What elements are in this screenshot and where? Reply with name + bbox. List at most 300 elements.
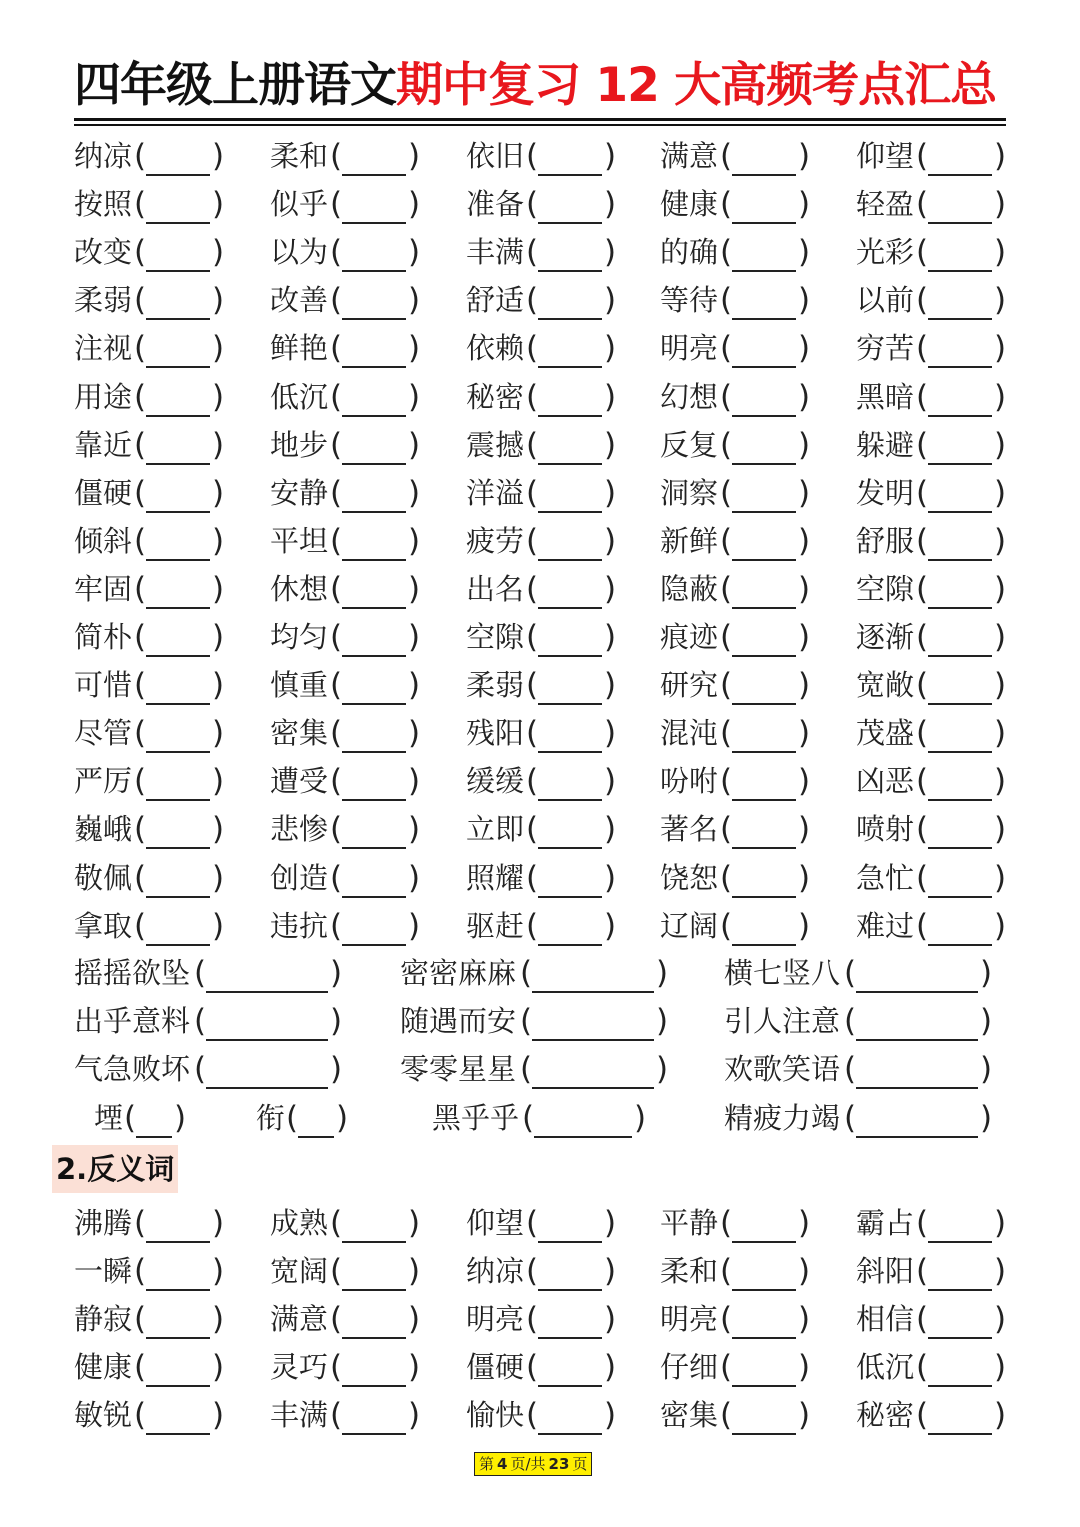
antonym-item-answer-blank[interactable] xyxy=(732,1385,796,1387)
synonym-item-answer-blank[interactable] xyxy=(342,222,406,224)
mixed-item-answer-blank[interactable] xyxy=(534,1136,632,1138)
title-underline-thin xyxy=(74,124,1006,126)
antonym-item-open-paren: ( xyxy=(720,1397,733,1434)
antonym-item-answer-blank[interactable] xyxy=(146,1289,210,1291)
synonym-item-word: 违抗 xyxy=(270,908,329,943)
antonym-item-word: 明亮 xyxy=(660,1302,719,1337)
mixed-item-close-paren: ) xyxy=(980,1100,993,1136)
antonym-item-answer-blank[interactable] xyxy=(342,1337,406,1339)
synonym-row xyxy=(74,615,1014,663)
synonym-item-answer-blank[interactable] xyxy=(342,415,406,417)
synonym-item-word: 准备 xyxy=(466,187,525,222)
synonym-item-answer-blank[interactable] xyxy=(928,511,992,513)
antonym-item-answer-blank[interactable] xyxy=(146,1337,210,1339)
synonym-item-close-paren: ) xyxy=(604,282,617,319)
synonym-item-answer-blank[interactable] xyxy=(146,463,210,465)
synonym-item-answer-blank[interactable] xyxy=(342,511,406,513)
antonym-item-word: 沸腾 xyxy=(74,1206,133,1240)
synonym-item-open-paren: ( xyxy=(720,763,733,800)
synonym-item-answer-blank[interactable] xyxy=(342,703,406,705)
idiom-item-close-paren: ) xyxy=(330,955,343,991)
synonym-item-close-paren: ) xyxy=(798,715,811,752)
idiom-item-answer-blank[interactable] xyxy=(206,1039,328,1041)
synonym-item-close-paren: ) xyxy=(994,282,1007,319)
synonym-item-close-paren: ) xyxy=(798,859,811,896)
synonym-item-close-paren: ) xyxy=(408,667,421,704)
synonym-item-answer-blank[interactable] xyxy=(538,944,602,946)
antonym-item-answer-blank[interactable] xyxy=(342,1385,406,1387)
synonym-item-answer-blank[interactable] xyxy=(342,366,406,368)
synonym-item-answer-blank[interactable] xyxy=(146,366,210,368)
synonym-item-answer-blank[interactable] xyxy=(732,559,796,561)
synonym-item-open-paren: ( xyxy=(720,667,733,704)
synonym-item-open-paren: ( xyxy=(330,138,343,174)
antonym-item-close-paren: ) xyxy=(994,1397,1007,1434)
synonym-row xyxy=(74,471,1014,519)
antonym-item-answer-blank[interactable] xyxy=(538,1433,602,1435)
synonym-item-answer-blank[interactable] xyxy=(732,751,796,753)
synonym-item-open-paren: ( xyxy=(720,715,733,752)
synonym-item-open-paren: ( xyxy=(134,907,147,944)
antonym-row xyxy=(74,1393,1014,1441)
synonym-item-answer-blank[interactable] xyxy=(928,318,992,320)
synonym-item-answer-blank[interactable] xyxy=(146,607,210,609)
synonym-item-answer-blank[interactable] xyxy=(342,896,406,898)
synonym-row xyxy=(74,278,1014,326)
synonym-item-open-paren: ( xyxy=(330,570,343,607)
synonym-item-answer-blank[interactable] xyxy=(146,751,210,753)
idiom-item-answer-blank[interactable] xyxy=(856,991,978,993)
antonym-item-answer-blank[interactable] xyxy=(732,1433,796,1435)
synonym-item-answer-blank[interactable] xyxy=(342,944,406,946)
antonym-item-open-paren: ( xyxy=(916,1205,929,1241)
idiom-item-open-paren: ( xyxy=(194,1051,207,1087)
synonym-item-close-paren: ) xyxy=(798,282,811,319)
synonym-item-close-paren: ) xyxy=(994,426,1007,463)
synonym-item-close-paren: ) xyxy=(994,859,1007,896)
synonym-item-answer-blank[interactable] xyxy=(146,415,210,417)
synonym-item-answer-blank[interactable] xyxy=(538,222,602,224)
synonym-item-word: 舒适 xyxy=(466,283,525,318)
synonym-item-answer-blank[interactable] xyxy=(928,559,992,561)
antonym-item-answer-blank[interactable] xyxy=(928,1241,992,1243)
antonym-item-open-paren: ( xyxy=(134,1397,147,1434)
synonym-item-answer-blank[interactable] xyxy=(146,703,210,705)
idiom-item-open-paren: ( xyxy=(844,1003,857,1039)
mixed-item-answer-blank[interactable] xyxy=(298,1136,334,1138)
antonym-item-word: 明亮 xyxy=(466,1302,525,1337)
synonym-item-answer-blank[interactable] xyxy=(538,415,602,417)
synonym-item-answer-blank[interactable] xyxy=(732,366,796,368)
synonym-item-answer-blank[interactable] xyxy=(538,847,602,849)
synonym-item-close-paren: ) xyxy=(994,907,1007,944)
antonym-item-answer-blank[interactable] xyxy=(538,1385,602,1387)
synonym-item-answer-blank[interactable] xyxy=(342,174,406,176)
synonym-item-open-paren: ( xyxy=(330,378,343,415)
synonym-row xyxy=(74,711,1014,759)
synonym-item-answer-blank[interactable] xyxy=(146,655,210,657)
synonym-item-word: 秘密 xyxy=(466,379,525,414)
synonym-item-close-paren: ) xyxy=(798,138,811,174)
idiom-item-answer-blank[interactable] xyxy=(856,1039,978,1041)
synonym-item-answer-blank[interactable] xyxy=(732,607,796,609)
antonym-item-open-paren: ( xyxy=(134,1205,147,1241)
idiom-item-answer-blank[interactable] xyxy=(532,991,654,993)
mixed-item-answer-blank[interactable] xyxy=(136,1136,172,1138)
synonym-item-word: 低沉 xyxy=(270,379,329,414)
synonym-item-close-paren: ) xyxy=(212,859,225,896)
synonym-item-word: 逐渐 xyxy=(856,620,915,654)
synonym-item-word: 休想 xyxy=(270,571,329,606)
idiom-item-answer-blank[interactable] xyxy=(856,1087,978,1089)
synonym-item-word: 以前 xyxy=(856,283,915,318)
synonym-row xyxy=(74,134,1014,182)
synonym-row xyxy=(74,326,1014,374)
antonym-item-answer-blank[interactable] xyxy=(732,1241,796,1243)
synonym-item-answer-blank[interactable] xyxy=(342,847,406,849)
idiom-item-open-paren: ( xyxy=(844,1051,857,1087)
synonym-item-word: 痕迹 xyxy=(660,620,719,654)
idiom-item-close-paren: ) xyxy=(656,1051,669,1087)
synonym-item-close-paren: ) xyxy=(604,715,617,752)
synonym-item-answer-blank[interactable] xyxy=(146,222,210,224)
antonym-item-open-paren: ( xyxy=(526,1397,539,1434)
synonym-item-close-paren: ) xyxy=(408,426,421,463)
synonym-item-word: 著名 xyxy=(660,812,719,847)
synonym-item-word: 缓缓 xyxy=(466,764,525,799)
synonym-item-answer-blank[interactable] xyxy=(732,703,796,705)
antonym-item-close-paren: ) xyxy=(212,1253,225,1290)
synonym-item-answer-blank[interactable] xyxy=(732,222,796,224)
synonym-item-close-paren: ) xyxy=(798,474,811,511)
synonym-item-open-paren: ( xyxy=(330,763,343,800)
synonym-item-word: 满意 xyxy=(660,139,719,173)
synonym-item-answer-blank[interactable] xyxy=(538,655,602,657)
antonym-item-open-paren: ( xyxy=(526,1253,539,1290)
synonym-row xyxy=(74,423,1014,471)
synonym-item-open-paren: ( xyxy=(134,570,147,607)
idiom-item-word: 零零星星 xyxy=(400,1052,517,1086)
synonym-item-answer-blank[interactable] xyxy=(342,799,406,801)
antonym-item-answer-blank[interactable] xyxy=(538,1337,602,1339)
synonym-item-open-paren: ( xyxy=(916,186,929,223)
synonym-item-answer-blank[interactable] xyxy=(732,655,796,657)
synonym-item-answer-blank[interactable] xyxy=(146,847,210,849)
synonym-item-answer-blank[interactable] xyxy=(732,944,796,946)
synonym-item-open-paren: ( xyxy=(916,907,929,944)
idiom-item-word: 引人注意 xyxy=(724,1004,841,1038)
antonym-item-open-paren: ( xyxy=(134,1349,147,1386)
synonym-item-close-paren: ) xyxy=(994,667,1007,704)
antonym-item-open-paren: ( xyxy=(330,1397,343,1434)
synonym-item-open-paren: ( xyxy=(330,330,343,367)
antonym-item-answer-blank[interactable] xyxy=(928,1385,992,1387)
synonym-item-answer-blank[interactable] xyxy=(732,511,796,513)
antonym-item-answer-blank[interactable] xyxy=(732,1337,796,1339)
synonym-item-answer-blank[interactable] xyxy=(146,559,210,561)
synonym-item-close-paren: ) xyxy=(408,138,421,174)
idiom-item-close-paren: ) xyxy=(980,1051,993,1087)
synonym-item-open-paren: ( xyxy=(330,811,343,848)
synonym-item-close-paren: ) xyxy=(212,715,225,752)
synonym-item-answer-blank[interactable] xyxy=(538,559,602,561)
synonym-row xyxy=(74,567,1014,615)
idiom-item-answer-blank[interactable] xyxy=(206,1087,328,1089)
mixed-item-word: 堙 xyxy=(94,1101,124,1135)
synonym-item-answer-blank[interactable] xyxy=(342,270,406,272)
synonym-item-answer-blank[interactable] xyxy=(732,318,796,320)
synonym-item-close-paren: ) xyxy=(408,474,421,511)
synonym-item-word: 轻盈 xyxy=(856,187,915,222)
synonym-item-answer-blank[interactable] xyxy=(342,463,406,465)
idiom-item-close-paren: ) xyxy=(980,1003,993,1039)
synonym-item-close-paren: ) xyxy=(798,667,811,704)
antonym-row xyxy=(74,1249,1014,1297)
synonym-item-open-paren: ( xyxy=(720,570,733,607)
synonym-item-answer-blank[interactable] xyxy=(146,318,210,320)
footer-suffix: 页 xyxy=(572,1455,588,1473)
synonym-item-answer-blank[interactable] xyxy=(928,174,992,176)
antonym-item-close-paren: ) xyxy=(408,1253,421,1290)
antonym-item-word: 低沉 xyxy=(856,1350,915,1385)
synonym-item-close-paren: ) xyxy=(212,667,225,704)
synonym-item-open-paren: ( xyxy=(526,715,539,752)
synonym-item-open-paren: ( xyxy=(720,138,733,174)
antonym-item-open-paren: ( xyxy=(916,1397,929,1434)
mixed-item-answer-blank[interactable] xyxy=(856,1136,978,1138)
synonym-item-answer-blank[interactable] xyxy=(732,799,796,801)
antonym-item-answer-blank[interactable] xyxy=(928,1289,992,1291)
idiom-item-word: 随遇而安 xyxy=(400,1004,517,1038)
synonym-item-open-paren: ( xyxy=(916,667,929,704)
antonym-item-answer-blank[interactable] xyxy=(342,1433,406,1435)
synonym-item-answer-blank[interactable] xyxy=(732,847,796,849)
antonym-item-answer-blank[interactable] xyxy=(538,1241,602,1243)
synonym-item-word: 牢固 xyxy=(74,571,133,606)
synonym-item-answer-blank[interactable] xyxy=(538,703,602,705)
synonym-item-close-paren: ) xyxy=(212,234,225,271)
idiom-item-answer-blank[interactable] xyxy=(206,991,328,993)
antonym-item-answer-blank[interactable] xyxy=(928,1433,992,1435)
synonym-item-close-paren: ) xyxy=(994,570,1007,607)
antonym-item-word: 秘密 xyxy=(856,1398,915,1433)
synonym-item-answer-blank[interactable] xyxy=(146,511,210,513)
synonym-item-answer-blank[interactable] xyxy=(146,270,210,272)
mixed-item-word: 衔 xyxy=(256,1101,286,1135)
synonym-item-word: 隐蔽 xyxy=(660,571,719,606)
synonym-item-answer-blank[interactable] xyxy=(928,222,992,224)
synonym-item-open-paren: ( xyxy=(720,426,733,463)
synonym-item-answer-blank[interactable] xyxy=(538,751,602,753)
synonym-item-close-paren: ) xyxy=(604,619,617,655)
synonym-item-word: 均匀 xyxy=(270,620,329,654)
title-underline-thick xyxy=(74,118,1006,121)
antonym-item-close-paren: ) xyxy=(212,1301,225,1338)
synonym-item-open-paren: ( xyxy=(330,907,343,944)
idiom-item-open-paren: ( xyxy=(520,955,533,991)
synonym-item-answer-blank[interactable] xyxy=(928,799,992,801)
synonym-item-answer-blank[interactable] xyxy=(342,559,406,561)
antonym-item-answer-blank[interactable] xyxy=(342,1241,406,1243)
synonym-item-answer-blank[interactable] xyxy=(538,270,602,272)
synonym-item-open-paren: ( xyxy=(526,859,539,896)
synonym-item-answer-blank[interactable] xyxy=(732,415,796,417)
antonym-item-answer-blank[interactable] xyxy=(732,1289,796,1291)
synonym-item-open-paren: ( xyxy=(720,234,733,271)
synonym-item-word: 洞察 xyxy=(660,475,719,510)
synonym-item-answer-blank[interactable] xyxy=(538,366,602,368)
antonym-item-open-paren: ( xyxy=(720,1253,733,1290)
synonym-item-word: 简朴 xyxy=(74,620,133,654)
antonym-item-word: 斜阳 xyxy=(856,1254,915,1289)
antonym-item-answer-blank[interactable] xyxy=(538,1289,602,1291)
synonym-item-word: 以为 xyxy=(270,235,329,270)
synonym-item-answer-blank[interactable] xyxy=(538,511,602,513)
antonym-item-answer-blank[interactable] xyxy=(146,1433,210,1435)
synonym-item-answer-blank[interactable] xyxy=(928,366,992,368)
idiom-item-answer-blank[interactable] xyxy=(532,1039,654,1041)
page-title xyxy=(74,52,1014,120)
antonym-item-open-paren: ( xyxy=(916,1301,929,1338)
synonym-item-open-paren: ( xyxy=(916,378,929,415)
synonym-item-word: 饶恕 xyxy=(660,860,719,895)
idiom-item-close-paren: ) xyxy=(980,955,993,991)
synonym-item-answer-blank[interactable] xyxy=(732,463,796,465)
synonym-item-word: 拿取 xyxy=(74,908,133,943)
synonym-item-close-paren: ) xyxy=(212,330,225,367)
synonym-item-answer-blank[interactable] xyxy=(928,896,992,898)
synonym-item-close-paren: ) xyxy=(408,186,421,223)
synonym-item-answer-blank[interactable] xyxy=(538,799,602,801)
synonym-item-word: 遭受 xyxy=(270,764,329,799)
synonym-item-answer-blank[interactable] xyxy=(928,703,992,705)
synonym-item-answer-blank[interactable] xyxy=(146,799,210,801)
synonym-item-answer-blank[interactable] xyxy=(928,463,992,465)
synonym-item-open-paren: ( xyxy=(134,763,147,800)
antonym-item-word: 仔细 xyxy=(660,1350,719,1385)
synonym-item-close-paren: ) xyxy=(212,426,225,463)
idiom-item-close-paren: ) xyxy=(330,1051,343,1087)
antonym-item-close-paren: ) xyxy=(604,1397,617,1434)
synonym-item-answer-blank[interactable] xyxy=(342,655,406,657)
synonym-item-open-paren: ( xyxy=(720,330,733,367)
synonym-item-open-paren: ( xyxy=(134,474,147,511)
synonym-item-open-paren: ( xyxy=(330,474,343,511)
antonym-item-answer-blank[interactable] xyxy=(146,1385,210,1387)
synonym-item-answer-blank[interactable] xyxy=(538,896,602,898)
synonym-item-word: 纳凉 xyxy=(74,139,133,173)
synonym-item-answer-blank[interactable] xyxy=(732,270,796,272)
synonym-item-answer-blank[interactable] xyxy=(342,607,406,609)
synonym-item-word: 空隙 xyxy=(856,571,915,606)
idiom-item-open-paren: ( xyxy=(520,1051,533,1087)
footer-page-number: 4 xyxy=(497,1455,508,1473)
synonym-item-open-paren: ( xyxy=(330,619,343,655)
antonym-item-word: 敏锐 xyxy=(74,1398,133,1433)
synonym-item-answer-blank[interactable] xyxy=(342,318,406,320)
synonym-item-open-paren: ( xyxy=(720,186,733,223)
antonym-item-answer-blank[interactable] xyxy=(342,1289,406,1291)
antonym-item-word: 灵巧 xyxy=(270,1350,329,1385)
synonym-item-answer-blank[interactable] xyxy=(146,896,210,898)
synonym-item-word: 洋溢 xyxy=(466,475,525,510)
idiom-item-word: 欢歌笑语 xyxy=(724,1052,841,1086)
synonym-item-answer-blank[interactable] xyxy=(928,944,992,946)
synonym-item-word: 慎重 xyxy=(270,668,329,703)
mixed-item-word: 黑乎乎 xyxy=(432,1101,520,1135)
synonym-item-close-paren: ) xyxy=(604,522,617,559)
synonym-item-close-paren: ) xyxy=(604,859,617,896)
idiom-item-answer-blank[interactable] xyxy=(532,1087,654,1089)
synonym-item-close-paren: ) xyxy=(212,282,225,319)
synonym-item-answer-blank[interactable] xyxy=(928,847,992,849)
synonym-item-close-paren: ) xyxy=(994,715,1007,752)
synonym-item-answer-blank[interactable] xyxy=(928,655,992,657)
synonym-item-word: 靠近 xyxy=(74,427,133,462)
synonym-item-close-paren: ) xyxy=(798,619,811,655)
mixed-item-word: 精疲力竭 xyxy=(724,1101,841,1135)
synonym-item-open-paren: ( xyxy=(134,138,147,174)
antonym-item-word: 健康 xyxy=(74,1350,133,1385)
synonym-item-open-paren: ( xyxy=(916,763,929,800)
synonym-item-answer-blank[interactable] xyxy=(928,270,992,272)
antonym-item-open-paren: ( xyxy=(526,1349,539,1386)
synonym-item-answer-blank[interactable] xyxy=(146,944,210,946)
synonym-item-word: 残阳 xyxy=(466,716,525,751)
synonym-item-close-paren: ) xyxy=(798,811,811,848)
synonym-item-open-paren: ( xyxy=(916,619,929,655)
synonym-item-close-paren: ) xyxy=(994,234,1007,271)
synonym-item-answer-blank[interactable] xyxy=(342,751,406,753)
synonym-item-open-paren: ( xyxy=(134,234,147,271)
antonym-item-open-paren: ( xyxy=(330,1253,343,1290)
synonym-item-close-paren: ) xyxy=(408,570,421,607)
synonym-item-word: 急忙 xyxy=(856,860,915,895)
antonym-item-word: 满意 xyxy=(270,1302,329,1337)
synonym-item-close-paren: ) xyxy=(212,570,225,607)
synonym-item-answer-blank[interactable] xyxy=(538,174,602,176)
idiom-item-word: 出乎意料 xyxy=(74,1004,191,1038)
idiom-item-open-paren: ( xyxy=(520,1003,533,1039)
antonym-item-answer-blank[interactable] xyxy=(928,1337,992,1339)
antonym-item-answer-blank[interactable] xyxy=(146,1241,210,1243)
synonym-item-word: 疲劳 xyxy=(466,523,525,558)
synonym-item-word: 改变 xyxy=(74,235,133,270)
synonym-item-answer-blank[interactable] xyxy=(538,607,602,609)
synonym-item-answer-blank[interactable] xyxy=(732,896,796,898)
synonym-item-word: 凶恶 xyxy=(856,764,915,799)
synonym-item-word: 吩咐 xyxy=(660,764,719,799)
synonym-item-word: 发明 xyxy=(856,475,915,510)
synonym-item-open-paren: ( xyxy=(526,282,539,319)
synonym-item-open-paren: ( xyxy=(720,811,733,848)
synonym-item-answer-blank[interactable] xyxy=(928,751,992,753)
synonym-item-answer-blank[interactable] xyxy=(928,415,992,417)
synonym-item-answer-blank[interactable] xyxy=(146,174,210,176)
synonym-item-word: 茂盛 xyxy=(856,716,915,751)
synonym-item-answer-blank[interactable] xyxy=(732,174,796,176)
synonym-item-word: 严厉 xyxy=(74,764,133,799)
synonym-item-word: 柔弱 xyxy=(466,668,525,703)
synonym-item-answer-blank[interactable] xyxy=(928,607,992,609)
synonym-item-word: 柔和 xyxy=(270,139,329,173)
synonym-item-answer-blank[interactable] xyxy=(538,463,602,465)
idiom-item-open-paren: ( xyxy=(194,955,207,991)
antonym-item-open-paren: ( xyxy=(916,1349,929,1386)
synonym-item-close-paren: ) xyxy=(408,522,421,559)
synonym-item-answer-blank[interactable] xyxy=(538,318,602,320)
synonym-item-word: 鲜艳 xyxy=(270,331,329,366)
